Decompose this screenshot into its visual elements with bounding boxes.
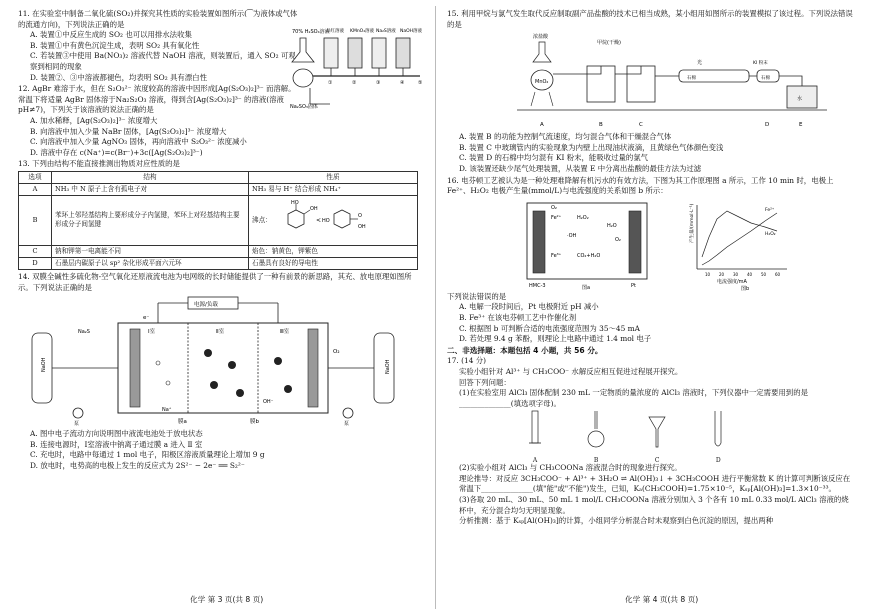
q14-option-c: C. 充电时，电路中每通过 1 mol 电子，阳极区溶液质量理论上增加 9 g	[30, 450, 265, 460]
table-cell: 苯环上邻羟基结构上要形成分子内氢键，苯环上对羟基结构主要形成分子间氢键	[52, 195, 249, 245]
svg-text:OH: OH	[309, 206, 318, 213]
q12-option-b: B. 向溶液中加入少量 NaBr 固体，[Ag(S₂O₃)₂]³⁻ 浓度增大	[30, 126, 227, 136]
svg-text:NaOH: NaOH	[41, 357, 47, 373]
test-tube-icon: D	[708, 409, 728, 464]
svg-text:Na₂SO₃固体: Na₂SO₃固体	[290, 104, 318, 110]
svg-text:HMC-3: HMC-3	[529, 282, 546, 289]
q14-figure	[18, 293, 423, 429]
svg-text:①: ①	[328, 80, 333, 86]
svg-text:泵: 泵	[74, 421, 80, 428]
svg-text:CO₂+H₂O: CO₂+H₂O	[577, 252, 601, 259]
svg-text:KI 粉末: KI 粉末	[753, 61, 768, 67]
table-cell: C	[19, 245, 52, 257]
q16-figures	[447, 197, 856, 291]
svg-text:水: 水	[797, 96, 803, 103]
svg-text:E: E	[799, 122, 803, 129]
svg-text:光: 光	[697, 60, 703, 67]
q11-option-b: B. 装置①中有黄色沉淀生成，表明 SO₂ 具有氧化性	[30, 40, 200, 50]
svg-text:Na⁺: Na⁺	[162, 407, 172, 414]
svg-text:NaOH溶液: NaOH溶液	[400, 29, 423, 34]
table-cell: 焰色：钠黄色，钾紫色	[249, 245, 418, 257]
q17-intro2: 回答下列问题：	[459, 377, 511, 387]
svg-text:Ⅲ室: Ⅲ室	[280, 329, 290, 336]
svg-text:HO: HO	[290, 200, 299, 207]
q17-part2: (2)实验小组对 AlCl₃ 与 CH₃COONa 溶液混合时的现象进行探究。	[459, 463, 682, 473]
question-17	[447, 356, 856, 527]
q17-part3a: 分析推测：基于 Kₛₚ[Al(OH)₃]的计算，小组同学分析混合时未观察到白色沉淀的原因，提出两种	[459, 516, 774, 526]
svg-text:<: <	[315, 217, 321, 225]
svg-text:Fe²⁺: Fe²⁺	[765, 207, 775, 213]
q16-option-c: C. 根据图 b 可判断合适的电流强度范围为 35～45 mA	[459, 323, 641, 333]
graduated-cylinder-icon: A	[525, 409, 545, 464]
svg-text:HO: HO	[321, 218, 330, 225]
q17-title: 17. (14 分)	[447, 356, 487, 366]
svg-text:④: ④	[400, 80, 405, 86]
svg-text:H₂O: H₂O	[607, 222, 617, 229]
table-header: 性质	[249, 171, 418, 183]
svg-text:H₂O₂: H₂O₂	[577, 214, 589, 221]
q16-option-a: A. 电解一段时间后，Pt 电极附近 pH 减小	[459, 302, 599, 312]
svg-text:⑤: ⑤	[418, 80, 423, 86]
svg-text:品红溶液: 品红溶液	[326, 29, 344, 34]
svg-text:B: B	[599, 122, 603, 129]
q16-option-d: D. 若处理 9.4 g 苯酚，则理论上电路中通过 1.4 mol 电子	[459, 334, 652, 344]
svg-text:Na₂S: Na₂S	[78, 329, 90, 336]
table-header: 结构	[52, 171, 249, 183]
svg-text:·OH: ·OH	[567, 232, 577, 239]
table-cell: A	[19, 183, 52, 195]
funnel-icon: C	[647, 409, 667, 464]
q15-option-d: D. 该装置还缺少尾气处理装置，从装置 E 中分离出盐酸的最佳方法为过滤	[459, 163, 702, 173]
svg-text:石棉: 石棉	[687, 76, 696, 82]
svg-text:70% H₂SO₄溶液: 70% H₂SO₄溶液	[292, 29, 330, 35]
table-row	[19, 183, 418, 195]
q14-option-a: A. 图中电子流动方向说明图中液流电池处于放电状态	[30, 429, 203, 439]
q12-option-a: A. 加水稀释，[Ag(S₂O₃)₂]³⁻ 浓度增大	[30, 115, 158, 125]
table-cell: 石墨具有良好的导电性	[249, 257, 418, 269]
table-cell: D	[19, 257, 52, 269]
q15-option-b: B. 装置 C 中玻璃管内的实验现象为内壁上出现油状液滴，且黄绿色气体颜色变浅	[459, 142, 724, 152]
q13-stem: 13. 下列由结构不能直接推测出物质对应性质的是	[18, 159, 180, 169]
svg-text:A: A	[540, 122, 544, 129]
table-row	[19, 257, 418, 269]
svg-text:Fe²⁺: Fe²⁺	[551, 214, 562, 221]
question-13	[18, 159, 423, 270]
svg-text:Na₂S溶液: Na₂S溶液	[376, 29, 396, 34]
svg-text:O: O	[357, 213, 362, 220]
q12-option-d: D. 溶液中存在 c(Na⁺)=c(Br⁻)+3c([Ag(S₂O₃)₂]³⁻)	[30, 147, 203, 157]
table-cell	[249, 195, 418, 245]
svg-text:O₂: O₂	[615, 236, 621, 243]
q17-intro1: 实验小组针对 Al³⁺ 与 CH₃COO⁻ 水解反应相互促进过程展开探究。	[459, 366, 683, 376]
svg-text:Ⅰ室: Ⅰ室	[148, 329, 156, 336]
q11-stem: 11. 在实验室中制备二氧化硫(SO₂)并探究其性质的实验装置如图所示(⁀为液体或气体的流通方向)，下列说法正确的是	[18, 9, 298, 29]
question-16	[447, 176, 856, 345]
question-15	[447, 9, 856, 175]
q14-option-b: B. 连接电源时，Ⅰ室溶液中钠离子通过膜 a 进入 Ⅱ 室	[30, 439, 203, 449]
hydroxybenzoic-acid-structures	[274, 200, 374, 240]
table-cell: NH₃ 中 N 原子上含有孤电子对	[52, 183, 249, 195]
svg-text:③: ③	[376, 80, 381, 86]
q16-option-b: B. Fe³⁺ 在该电芬顿工艺中作催化剂	[459, 312, 577, 322]
svg-text:60: 60	[775, 271, 781, 277]
q12-stem: 12. AgBr 难溶于水，但在 S₂O₃²⁻ 浓度较高的溶液中因形成[Ag(S₂O₃)₂]³⁻ 而溶解。常温下将适量 AgBr 固体溶于Na₂S₂O₃ 溶液，得到含[Ag(S₂O₃)₂]³⁻ 的溶液(溶液 pH≠7)，下列关于该溶液的说法正确的是	[18, 84, 296, 115]
svg-text:OH⁻: OH⁻	[263, 399, 274, 406]
table-cell: 石墨层内碳原子以 sp² 杂化形成平面六元环	[52, 257, 249, 269]
q17-part2a: 理论推导：对反应 3CH₃COO⁻ + Al³⁺ + 3H₂O ⇌ Al(OH)₃↓ + 3CH₃COOH 进行平衡常数 K 的计算可判断该反应在常温下______________(填"能"或"不能")发生，已知，Kₐ(CH₃COOH)=1.75×10⁻⁵，Kₛₚ[Al(OH)₃]=1.3×10⁻³³。	[459, 473, 851, 494]
question-14	[18, 272, 423, 472]
svg-text:图a: 图a	[582, 284, 591, 291]
svg-text:OH: OH	[357, 224, 366, 231]
boiling-label: 沸点：	[252, 215, 272, 224]
q11-option-c: C. 若装置③中使用 Ba(NO₃)₂ 溶液代替 NaOH 溶液，则装置后，通入 SO₂ 可观察到相同的现象	[30, 51, 296, 71]
q17-part1: (1)在实验室用 AlCl₃ 固体配制 230 mL 一定物质的量浓度的 AlCl₃ 溶液时，下列仪器中一定需要用到的是______________(填选项字母)。	[459, 388, 808, 408]
svg-text:泵: 泵	[344, 421, 350, 428]
svg-text:e⁻: e⁻	[143, 315, 150, 322]
svg-text:30: 30	[733, 271, 739, 277]
table-row	[19, 245, 418, 257]
svg-text:KMnO₄溶液: KMnO₄溶液	[350, 29, 375, 34]
svg-text:甲烷(干燥): 甲烷(干燥)	[597, 40, 621, 47]
svg-text:Ⅱ室: Ⅱ室	[216, 329, 225, 336]
svg-text:电源/负载: 电源/负载	[194, 302, 218, 309]
svg-text:石棉: 石棉	[761, 76, 770, 82]
table-header: 选项	[19, 171, 52, 183]
svg-text:H₂O₂: H₂O₂	[765, 231, 776, 237]
svg-text:图b: 图b	[741, 285, 750, 291]
svg-text:MnO₂: MnO₂	[535, 79, 549, 86]
q11-option-a: A. 装置①中反应生成的 SO₂ 也可以用排水法收集	[30, 30, 192, 40]
svg-text:膜a: 膜a	[178, 419, 187, 426]
table-cell: B	[19, 195, 52, 245]
svg-text:20: 20	[719, 271, 725, 277]
table-cell: NH₃ 易与 H⁺ 结合形成 NH₄⁺	[249, 183, 418, 195]
section-heading: 二、非选择题：本题包括 4 小题，共 56 分。	[447, 345, 603, 355]
svg-text:②: ②	[352, 80, 357, 86]
svg-text:50: 50	[761, 271, 767, 277]
left-page-footer: 化学 第 3 页(共 8 页)	[190, 595, 264, 604]
svg-text:Pt: Pt	[631, 282, 636, 289]
q14-option-d: D. 放电时，电势高的电极上发生的反应式为 2S²⁻ − 2e⁻ ══ S₂²⁻	[30, 460, 245, 470]
table-cell: 钠和钾第一电离能不同	[52, 245, 249, 257]
right-page-footer: 化学 第 4 页(共 8 页)	[625, 595, 699, 604]
q15-stem: 15. 利用甲烷与氯气发生取代反应制取副产品盐酸的技术已相当成熟，某小组用如图所示的装置模拟了该过程。下列说法错误的是	[447, 9, 853, 29]
svg-text:C: C	[639, 122, 643, 129]
q13-table	[18, 171, 418, 270]
svg-text:D: D	[765, 122, 770, 129]
svg-text:40: 40	[747, 271, 753, 277]
svg-text:膜b: 膜b	[250, 419, 259, 426]
svg-text:O₂: O₂	[333, 349, 340, 356]
svg-text:NaOH: NaOH	[385, 359, 391, 375]
q12-option-c: C. 向溶液中加入少量 AgNO₃ 固体，再向溶液中 S₂O₃²⁻ 浓度减小	[30, 137, 247, 147]
q11-apparatus-figure	[290, 26, 430, 126]
volumetric-flask-icon: B	[586, 409, 606, 464]
svg-text:10: 10	[705, 271, 711, 277]
table-header-row	[19, 171, 418, 183]
svg-text:产生量/(mmol·L⁻¹): 产生量/(mmol·L⁻¹)	[690, 203, 695, 243]
svg-text:浓盐酸: 浓盐酸	[533, 34, 549, 41]
right-page	[435, 0, 870, 615]
svg-text:Fe³⁺: Fe³⁺	[551, 252, 562, 259]
q15-option-c: C. 装置 D 的石棉中均匀混有 KI 粉末，能吸收过量的氯气	[459, 153, 649, 163]
q11-option-d: D. 装置②、③中溶液都褪色，均表明 SO₂ 具有漂白性	[30, 72, 207, 82]
q17-part3: (3)各取 20 mL、30 mL、50 mL 1 mol/L CH₃COONa 溶液分别加入 3 个各有 10 mL 0.33 mol/L AlCl₃ 溶液的烧杯中，充分混合均匀无明显现象。	[459, 495, 849, 515]
q16-stem: 16. 电芬顿工艺被认为是一种处理难降解有机污水的有效方法，下图为其工作原理图 a 所示，工作 10 min 时，电极上 Fe²⁺、H₂O₂ 电极产生量(mmol/L)与电流强度的关系如图 b 所示：	[447, 175, 836, 196]
q17-instruments	[447, 409, 856, 463]
q15-option-a: A. 装置 B 的功能为控制气流速度，均匀混合气体和干燥混合气体	[459, 132, 672, 142]
q16-after: 下列说法错误的是	[447, 291, 507, 301]
svg-text:O₂: O₂	[551, 204, 557, 211]
svg-text:电流强度/mA: 电流强度/mA	[717, 278, 747, 285]
table-row	[19, 195, 418, 245]
q14-stem: 14. 双膜全碱性多硫化物-空气氧化还原液流电池为电网级的长时储能提供了一种有前景的新思路，其充、放电原理如图所示。下列说法正确的是	[18, 271, 412, 292]
q15-apparatus-figure	[447, 30, 856, 132]
